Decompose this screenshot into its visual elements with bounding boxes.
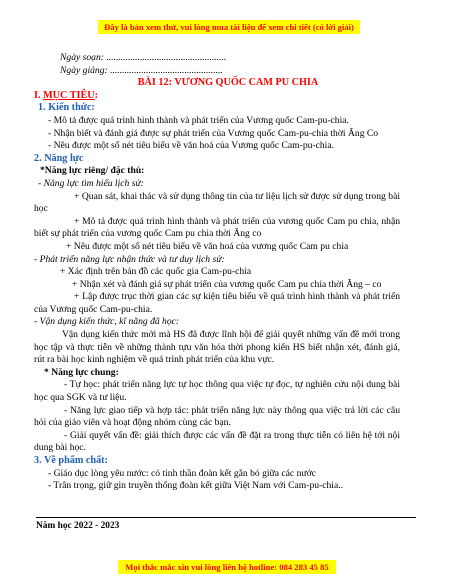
quality-item: - Trân trọng, giữ gìn truyền thống đoàn kết giữa Việt Nam với Cam-pu-chia..	[48, 480, 344, 492]
footer-divider	[36, 517, 416, 518]
general-competency-heading: * Năng lực chung:	[44, 366, 119, 378]
application-item: Vận dụng kiến thức mới mà HS đã được lĩnh hội để giải quyết những vấn đề mới trong học tập và thực tiễn về những thành tựu văn hóa thời phong kiến HS biết nhận xét, đánh giá, rút ra bài học kinh nghiệm về quá trình phát triển của khu vực.	[34, 329, 400, 366]
application-heading: - Vận dụng kiến thức, kĩ năng đã học:	[34, 316, 180, 328]
hotline-banner: Mọi thắc mắc xin vui lòng liên hệ hotline: 084 283 45 85	[118, 560, 336, 574]
section-objectives-heading	[34, 90, 398, 103]
section-number: I.	[34, 89, 44, 101]
subheading-qualities: 3. Về phẩm chất:	[34, 455, 108, 466]
general-item: - Giải quyết vấn đề: giải thích được các vấn đề đặt ra trong thực tiễn có liên hệ tới nội dung bài học.	[34, 429, 400, 454]
school-year: Năm học 2022 - 2023	[36, 521, 120, 531]
specific-competency-heading: *Năng lực riêng/ đặc thù:	[40, 165, 145, 177]
knowledge-item: - Nhận biết và đánh giá được sự phát triển của Vương quốc Cam-pu-chia thời Ăng Co	[48, 127, 379, 139]
section-colon: :	[94, 89, 99, 101]
inquiry-item: + Quan sát, khai thác và sử dụng thông tin của tư liệu lịch sử được sử dụng trong bài học	[34, 190, 400, 215]
history-inquiry-heading: - Năng lực tìm hiểu lịch sử:	[38, 177, 144, 189]
cognition-heading: - Phát triển năng lực nhận thức và tư duy lịch sử:	[34, 253, 225, 265]
cognition-item: + Nhận xét và đánh giá sự phát triển của vương quốc Cam pu chia thời Ăng – co	[72, 278, 382, 290]
quality-item: - Giáo dục lòng yêu nước: có tinh thần đoàn kết gắn bó giữa các nước	[48, 467, 316, 479]
cognition-item: + Xác định trên bản đồ các quốc gia Cam-pu-chia	[60, 266, 252, 278]
teach-date-line: Ngày giảng: ...............................................	[60, 64, 223, 76]
prep-date-line: Ngày soạn: ..................................................	[60, 52, 227, 63]
inquiry-item: + Nêu được một số nét tiêu biểu về văn hoá của vương quốc Cam pu chia	[66, 240, 349, 252]
preview-banner: Đây là bản xem thử, vui lòng mua tài liệu để xem chi tiết (có lời giải)	[98, 20, 360, 34]
cognition-item: + Lập được trục thời gian các sự kiện tiêu biểu về quá trình hình thành và phát triển của Vương quốc Cam-pu-chia.	[34, 291, 400, 315]
knowledge-item: - Mô tả được quá trình hình thành và phát triển của Vương quốc Cam-pu-chia.	[48, 114, 349, 126]
subheading-knowledge: 1. Kiến thức:	[38, 102, 95, 114]
section-label: MỤC TIÊU	[43, 89, 95, 101]
knowledge-item: - Nêu được một số nét tiêu biểu về văn hoá của Vương quốc Cam-pu-chia.	[48, 140, 334, 152]
document-body	[34, 52, 400, 493]
general-item: - Tự học: phát triển năng lực tự học thông qua việc tự đọc, tự nghiên cứu nội dung bài học qua SGK và tư liệu.	[34, 379, 400, 404]
lesson-title: BÀI 12: VƯƠNG QUỐC CAM PU CHIA	[137, 77, 319, 89]
general-item: - Năng lực giao tiếp và hợp tác: phát triển năng lực này thông qua việc trả lời các câu hỏi của giáo viên và hoạt động nhóm cùng các bạn.	[34, 404, 400, 429]
inquiry-item: + Mô tả được quá trình hình thành và phát triển của vương quốc Cam pu chia, nhận biết sự phát triển của vương quốc Cam pu chia thời Ăng co	[34, 215, 400, 240]
subheading-competency: 2. Năng lực	[34, 152, 84, 164]
